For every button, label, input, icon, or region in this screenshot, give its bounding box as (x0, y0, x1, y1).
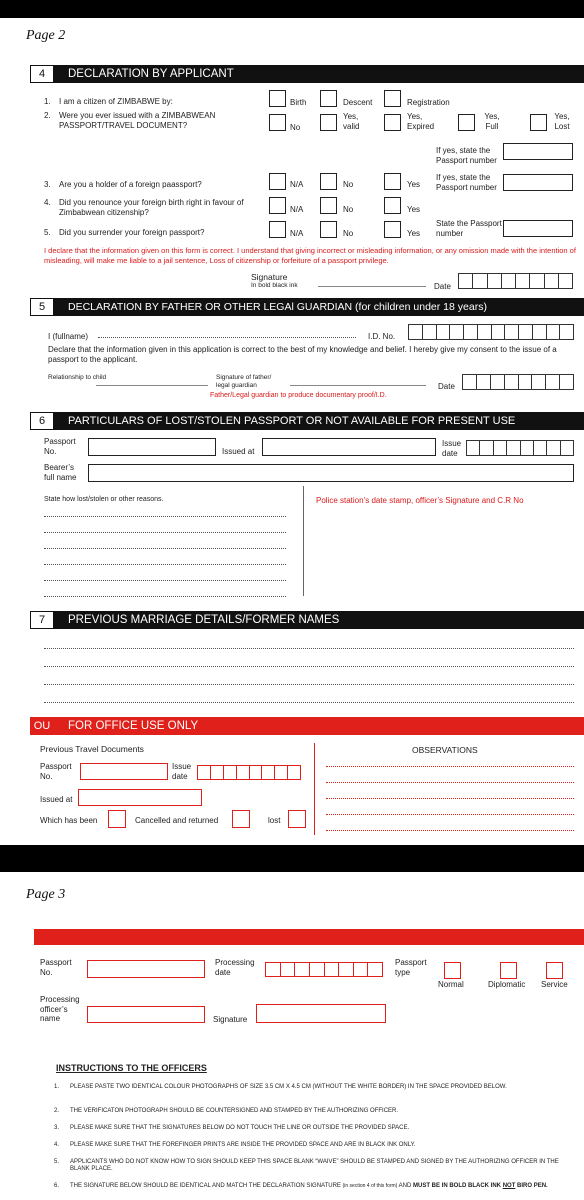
normal-checkbox[interactable] (444, 962, 461, 979)
declaration-text: I declare that the information given on this form is correct. I understand that giving incorrect or misleading information, or any omission made with the intention of misleading, will make me liable to a jail sentence, Loss of citizenship or forfeiture of a passport privilege. (44, 246, 576, 265)
divider (314, 743, 315, 835)
guardian-proof-note: Father/Legal guardian to produce documentary proof/I.D. (210, 392, 387, 399)
signature-label: Signature (251, 272, 288, 282)
processing-date-label: Processing date (215, 958, 255, 977)
page-label: Page 2 (26, 28, 66, 43)
cancelled-checkbox[interactable] (232, 810, 250, 828)
yes-full-label: Yes, Full (484, 112, 500, 131)
relationship-field[interactable] (96, 385, 208, 386)
which-label: Which has been (40, 816, 98, 825)
instruction-item: 2. THE VERIFICATON PHOTOGRAPH SHOULD BE COUNTERSIGNED AND STAMPED BY THE AUTHORIZING OFFICER. (54, 1108, 399, 1114)
which-checkbox[interactable] (108, 810, 126, 828)
renounce-no-label: No (343, 205, 354, 214)
q2-text: Were you ever issued with a ZIMBABWEAN PASSPORT/TRAVEL DOCUMENT? (59, 111, 216, 130)
page-label: Page 3 (26, 887, 66, 902)
p3-passport-no-field[interactable] (87, 960, 205, 978)
diplomatic-checkbox[interactable] (500, 962, 517, 979)
police-stamp-label: Police station’s date stamp, officer’s Signature and C.R No (316, 496, 524, 505)
officer-name-label: Processing officer’s name (40, 995, 80, 1023)
id-no-label: I.D. No. (368, 332, 396, 341)
ou-passport-no-field[interactable] (80, 763, 168, 780)
service-checkbox[interactable] (546, 962, 563, 979)
guardian-signature-field[interactable] (290, 385, 426, 386)
page-2 (0, 18, 584, 845)
bearer-name-field[interactable] (88, 464, 574, 482)
office-use-header (30, 717, 584, 735)
state-how-label: State how lost/stolen or other reasons. (44, 496, 164, 503)
reason-line[interactable] (44, 596, 286, 597)
p3-passport-no-label: Passport No. (40, 958, 72, 977)
officer-signature-field[interactable] (256, 1004, 386, 1023)
instructions-title: INSTRUCTIONS TO THE OFFICERS (56, 1063, 207, 1073)
reason-line[interactable] (44, 580, 286, 581)
q4-text: Did you renounce your foreign birth right in favour of Zimbabwean citizenship? (59, 198, 244, 217)
section-number: OU (30, 717, 54, 735)
section-4-header (30, 65, 584, 83)
surrender-no-checkbox[interactable] (320, 221, 337, 238)
observations-label: OBSERVATIONS (412, 745, 478, 755)
issue-date-label: Issue date (442, 439, 462, 458)
reason-line[interactable] (44, 548, 286, 549)
divider (303, 486, 304, 596)
surrender-na-checkbox[interactable] (269, 221, 286, 238)
surrender-no-label: No (343, 229, 354, 238)
foreign-yes-checkbox[interactable] (384, 173, 401, 190)
observation-line[interactable] (326, 782, 574, 783)
section-title: PARTICULARS OF LOST/STOLEN PASSPORT OR NOT AVAILABLE FOR PRESENT USE (68, 415, 516, 427)
section-title: DECLARATION BY FATHER OR OTHER LEGAl GUARDIAN (for children under 18 years) (68, 301, 487, 313)
reason-line[interactable] (44, 532, 286, 533)
yes-expired-checkbox[interactable] (384, 114, 401, 131)
officer-name-field[interactable] (87, 1006, 205, 1023)
section-number: 5 (30, 298, 54, 316)
if-yes-passport-label: If yes, state the Passport number (436, 146, 497, 165)
section-title: FOR OFFICE USE ONLY (68, 720, 199, 732)
foreign-no-checkbox[interactable] (320, 173, 337, 190)
guardian-declare-text: Declare that the information given in this application is correct to the best of my knowledge and belief. I hereby give my consent to the issue of a passport to the applicant. (48, 345, 557, 364)
section-title: DECLARATION BY APPLICANT (68, 68, 234, 80)
ou-issued-at-field[interactable] (78, 789, 202, 806)
renounce-na-checkbox[interactable] (269, 197, 286, 214)
q1-text: I am a citizen of ZIMBABWE by: (59, 97, 173, 106)
yes-valid-label: Yes, valid (343, 112, 360, 131)
diplomatic-label: Diplomatic (488, 980, 526, 989)
section-6-header (30, 412, 584, 430)
guardian-id-field[interactable] (408, 324, 574, 340)
q5-text: Did you surrender your foreign passport? (59, 228, 205, 237)
date-label: Date (434, 282, 451, 291)
yes-valid-checkbox[interactable] (320, 114, 337, 131)
marriage-line[interactable] (44, 702, 574, 703)
surrender-yes-label: Yes (407, 229, 421, 238)
reason-line[interactable] (44, 564, 286, 565)
issued-at-field[interactable] (262, 438, 436, 456)
marriage-line[interactable] (44, 648, 574, 649)
issued-no-label: No (290, 123, 301, 132)
q3-text: Are you a holder of a foreign paassport? (59, 180, 202, 189)
yes-lost-label: Yes, Lost (554, 112, 570, 131)
ou-issue-date-field[interactable] (197, 765, 301, 780)
section-title: PREVIOUS MARRIAGE DETAILS/FORMER NAMES (68, 614, 340, 626)
if-yes-foreign-label: If yes, state the Passport number (436, 173, 497, 192)
q1-number: 1. (44, 97, 51, 106)
guardian-date-field[interactable] (462, 374, 574, 390)
surrendered-passport-number-field[interactable] (503, 220, 573, 237)
prev-docs-label: Previous Travel Documents (40, 744, 144, 754)
foreign-na-label: N/A (290, 180, 304, 189)
relationship-label: Relationship to child (48, 374, 107, 381)
birth-checkbox[interactable] (269, 90, 286, 107)
instruction-item: 3. PLEASE MAKE SURE THAT THE SIGNATURES BELOW DO NOT TOUCH THE LINE OR OUTSIDE THE PROVIDED SPACE. (54, 1125, 410, 1131)
yes-full-checkbox[interactable] (458, 114, 475, 131)
registration-checkbox[interactable] (384, 90, 401, 107)
foreign-no-label: No (343, 180, 354, 189)
p3-signature-label: Signature (213, 1015, 248, 1024)
service-label: Service (541, 980, 568, 989)
marriage-line[interactable] (44, 666, 574, 667)
state-passport-label: State the Passport number (436, 219, 502, 238)
bearer-name-label: Bearer’s full name (44, 463, 77, 482)
q3-number: 3. (44, 180, 51, 189)
page-3 (0, 872, 584, 1200)
lost-passport-no-field[interactable] (88, 438, 216, 456)
lost-passport-no-label: Passport No. (44, 437, 76, 456)
section-5-header (30, 298, 584, 316)
normal-label: Normal (438, 980, 464, 989)
passport-type-label: Passport type (395, 958, 427, 977)
q2-number: 2. (44, 111, 51, 120)
surrender-na-label: N/A (290, 229, 304, 238)
fullname-field[interactable] (98, 337, 356, 338)
processing-date-field[interactable] (265, 962, 383, 977)
signature-note: In bold black ink (251, 282, 298, 289)
issued-at-label: Issued at (222, 447, 255, 456)
renounce-na-label: N/A (290, 205, 304, 214)
observation-line[interactable] (326, 814, 574, 815)
foreign-yes-label: Yes (407, 180, 421, 189)
signature-line[interactable] (318, 286, 426, 287)
yes-expired-label: Yes, Expired (407, 112, 435, 131)
ou-issue-date-label: Issue date (172, 762, 192, 781)
red-band (34, 929, 584, 945)
section-number: 7 (30, 611, 54, 629)
marriage-line[interactable] (44, 684, 574, 685)
descent-checkbox[interactable] (320, 90, 337, 107)
registration-label: Registration (407, 98, 450, 107)
declaration-date-field[interactable] (458, 273, 573, 289)
yes-lost-checkbox[interactable] (530, 114, 547, 131)
renounce-yes-label: Yes (407, 205, 421, 214)
ou-issued-at-label: Issued at (40, 795, 73, 804)
surrender-yes-checkbox[interactable] (384, 221, 401, 238)
ou-passport-no-label: Passport No. (40, 762, 72, 781)
foreign-na-checkbox[interactable] (269, 173, 286, 190)
reason-line[interactable] (44, 516, 286, 517)
observation-line[interactable] (326, 798, 574, 799)
section-7-header (30, 611, 584, 629)
instruction-item: 5. APPLICANTS WHO DO NOT KNOW HOW TO SIGN SHOULD KEEP THIS SPACE BLANK “WAIVE” SHOULD BE STAMPED AND SIGNED BY THE AUTHORIZING OFFICER IN THE BLANK PLACE. (54, 1159, 559, 1172)
lost-checkbox[interactable] (288, 810, 306, 828)
descent-label: Descent (343, 98, 373, 107)
lost-issue-date-field[interactable] (466, 440, 574, 456)
q4-number: 4. (44, 198, 51, 207)
foreign-passport-number-field[interactable] (503, 174, 573, 191)
renounce-no-checkbox[interactable] (320, 197, 337, 214)
birth-label: Birth (290, 98, 307, 107)
section-number: 6 (30, 412, 54, 430)
guardian-date-label: Date (438, 382, 455, 391)
renounce-yes-checkbox[interactable] (384, 197, 401, 214)
instruction-item: 6. THE SIGNATURE BELOW SHOULD BE IDENTICAL AND MATCH THE DECLARATION SIGNATURE (in section 4 of this form) AND MUST BE IN BOLD BLACK INK NOT BIRO PEN. (54, 1183, 548, 1189)
guardian-signature-label: Signature of father/ legal guardian (216, 374, 272, 389)
observation-line[interactable] (326, 830, 574, 831)
q5-number: 5. (44, 228, 51, 237)
lost-label: lost (268, 816, 281, 825)
instruction-item: 1. PLEASE PASTE TWO IDENTICAL COLOUR PHOTOGRAPHS OF SIZE 3.5 CM X 4.5 CM (WITHOUT THE WHITE BORDER) IN THE SPACE PROVIDED BELOW. (54, 1084, 507, 1090)
observation-line[interactable] (326, 766, 574, 767)
cancelled-label: Cancelled and returned (135, 816, 219, 825)
issued-no-checkbox[interactable] (269, 114, 286, 131)
prev-passport-number-field[interactable] (503, 143, 573, 160)
section-number: 4 (30, 65, 54, 83)
instruction-item: 4. PLEASE MAKE SURE THAT THE FOREFINGER PRINTS ARE INSIDE THE PROVIDED SPACE AND ARE IN BLACK INK ONLY. (54, 1142, 416, 1148)
fullname-label: I (fullname) (48, 332, 89, 341)
